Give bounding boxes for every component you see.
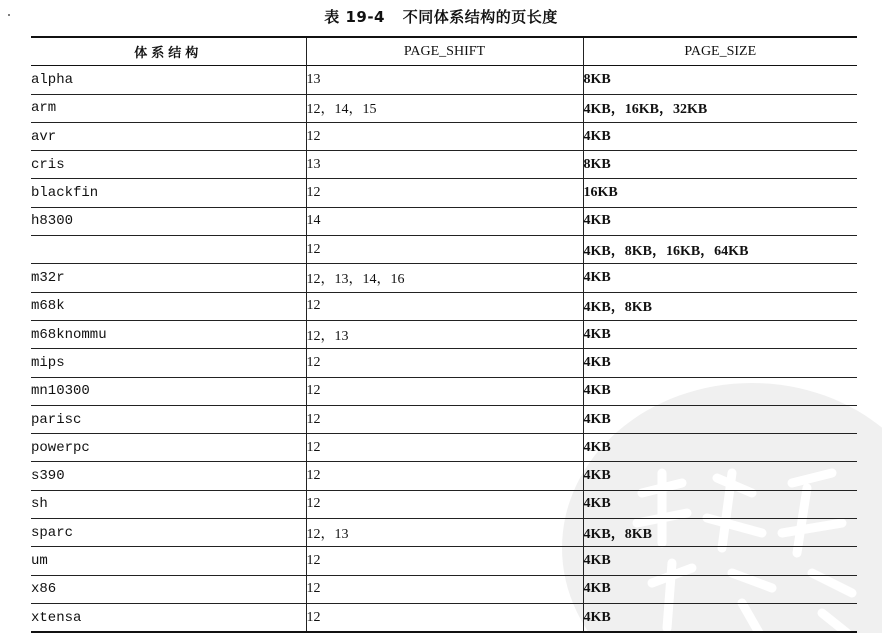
size-cell: 4KB (583, 490, 857, 518)
size-cell: 4KB (583, 462, 857, 490)
shift-cell: 12 (306, 462, 583, 490)
shift-cell: 13 (306, 151, 583, 179)
table-row (31, 151, 857, 179)
table-header-row (31, 37, 857, 66)
table-row (31, 575, 857, 603)
shift-cell: 12 (306, 575, 583, 603)
size-cell: 4KB，16KB，32KB (583, 94, 857, 122)
shift-cell: 12 (306, 547, 583, 575)
table-title: 不同体系结构的页长度 (402, 8, 558, 26)
column-header-page-size: PAGE_SIZE (583, 37, 857, 66)
table-row (31, 264, 857, 292)
arch-cell: parisc (31, 411, 82, 428)
table-caption (0, 6, 882, 27)
arch-cell: avr (31, 128, 57, 145)
size-cell: 4KB，8KB (583, 292, 857, 320)
table-row (31, 490, 857, 518)
arch-cell: m32r (31, 270, 65, 287)
arch-cell (31, 236, 306, 264)
size-cell: 4KB (583, 264, 857, 292)
table-row (31, 94, 857, 122)
size-cell: 4KB (583, 349, 857, 377)
arch-cell: um (31, 552, 48, 569)
table-row (31, 122, 857, 150)
table-row (31, 236, 857, 264)
arch-cell: blackfin (31, 185, 99, 202)
shift-cell: 14 (306, 207, 583, 235)
shift-cell: 12，13 (306, 320, 583, 348)
table-number: 表 19-4 (324, 8, 385, 26)
shift-cell: 12 (306, 603, 583, 632)
table-row (31, 405, 857, 433)
size-cell: 4KB (583, 547, 857, 575)
shift-cell: 12 (306, 349, 583, 377)
shift-cell: 12 (306, 490, 583, 518)
size-cell: 4KB (583, 434, 857, 462)
table-row (31, 377, 857, 405)
table-row (31, 462, 857, 490)
shift-cell: 13 (306, 66, 583, 94)
arch-cell: x86 (31, 581, 57, 598)
arch-cell: s390 (31, 468, 65, 485)
table-row (31, 179, 857, 207)
arch-cell: cris (31, 156, 65, 173)
arch-cell: alpha (31, 71, 74, 88)
shift-cell: 12 (306, 405, 583, 433)
shift-cell: 12 (306, 377, 583, 405)
arch-cell: sh (31, 496, 48, 513)
shift-cell: 12，13，14，16 (306, 264, 583, 292)
size-cell: 4KB (583, 320, 857, 348)
shift-cell: 12 (306, 434, 583, 462)
size-cell: 8KB (583, 66, 857, 94)
table-row (31, 66, 857, 94)
table-row (31, 434, 857, 462)
size-cell: 4KB，8KB (583, 519, 857, 547)
table-row (31, 349, 857, 377)
arch-cell: mn10300 (31, 383, 90, 400)
shift-cell: 12 (306, 179, 583, 207)
size-cell: 4KB，8KB，16KB，64KB (583, 236, 857, 264)
page-size-table (31, 36, 857, 633)
size-cell: 4KB (583, 575, 857, 603)
arch-cell: powerpc (31, 439, 90, 456)
size-cell: 16KB (583, 179, 857, 207)
shift-cell: 12，13 (306, 519, 583, 547)
arch-cell: sparc (31, 524, 74, 541)
size-cell: 4KB (583, 377, 857, 405)
size-cell: 8KB (583, 151, 857, 179)
arch-cell: h8300 (31, 213, 74, 230)
table-row (31, 320, 857, 348)
table-row (31, 292, 857, 320)
shift-cell: 12 (306, 292, 583, 320)
column-header-architecture: 体系结构 (134, 46, 203, 62)
size-cell: 4KB (583, 122, 857, 150)
table-row (31, 603, 857, 632)
arch-cell: m68k (31, 298, 65, 315)
table-body (31, 66, 857, 632)
shift-cell: 12，14，15 (306, 94, 583, 122)
size-cell: 4KB (583, 603, 857, 632)
shift-cell: 12 (306, 236, 583, 264)
arch-cell: xtensa (31, 609, 82, 626)
table-row (31, 519, 857, 547)
arch-cell: mips (31, 354, 65, 371)
size-cell: 4KB (583, 405, 857, 433)
arch-cell: m68knommu (31, 326, 107, 343)
table-row (31, 547, 857, 575)
shift-cell: 12 (306, 122, 583, 150)
column-header-page-shift: PAGE_SHIFT (306, 37, 583, 66)
arch-cell: arm (31, 100, 57, 117)
size-cell: 4KB (583, 207, 857, 235)
table-row (31, 207, 857, 235)
